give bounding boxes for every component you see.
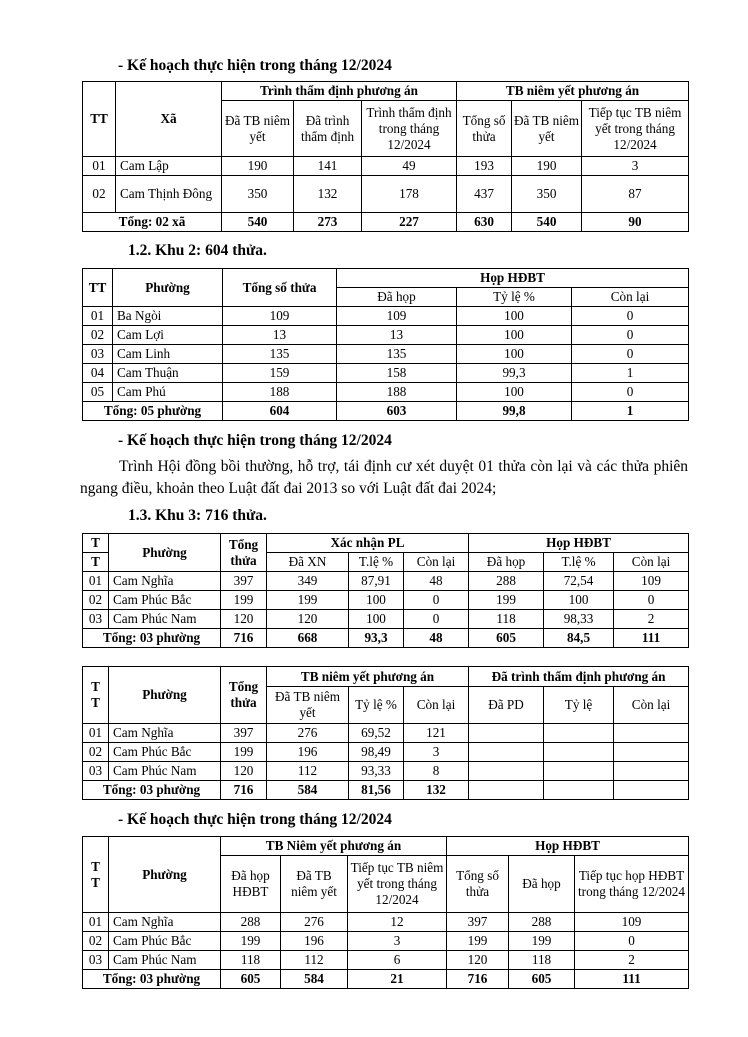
total-row: Tổng: 03 phường 716 584 81,56 132 xyxy=(83,781,689,800)
total-row: Tổng: 02 xã 540 273 227 630 540 90 xyxy=(83,213,689,232)
col-tt: T T xyxy=(83,667,109,724)
table-row: 03 Cam Phúc Nam 120 112 93,33 8 xyxy=(83,762,689,781)
col-header: Đã TB niêm yết xyxy=(512,101,582,157)
col-header: Còn lại xyxy=(404,687,469,724)
col-header: Tỷ lệ % xyxy=(457,288,572,307)
table-row: 01 Cam Lập 190 141 49 193 190 3 xyxy=(83,157,689,176)
col-header: Đã TB niêm yết xyxy=(267,687,349,724)
total-row: Tổng: 05 phường 604 603 99,8 1 xyxy=(83,402,689,421)
group-header: Xác nhận PL xyxy=(267,534,469,553)
col-header: Đã họp xyxy=(337,288,457,307)
group-header: Họp HĐBT xyxy=(447,837,689,856)
col-header: Còn lại xyxy=(572,288,689,307)
col-header: T.lệ % xyxy=(349,553,404,572)
col-header: Đã trình thẩm định xyxy=(294,101,362,157)
col-header: Trình thẩm định trong tháng 12/2024 xyxy=(362,101,457,157)
col-tt: T xyxy=(83,553,109,572)
col-phuong: Phường xyxy=(113,269,223,307)
group-header: TB Niêm yết phương án xyxy=(221,837,447,856)
paragraph: Trình Hội đồng bồi thường, hỗ trợ, tái định cư xét duyệt 01 thửa còn lại và các thửa phiên ngang điều, khoản theo Luật đất đai 2013 so với Luật đất đai 2024; xyxy=(80,458,688,497)
col-header: T.lệ % xyxy=(544,553,614,572)
group-header: TB niêm yết phương án xyxy=(267,667,469,687)
section-heading: - Kế hoạch thực hiện trong tháng 12/2024 xyxy=(118,57,392,74)
col-tong: Tổng số thửa xyxy=(223,269,337,307)
col-header: Đã TB niêm yết xyxy=(222,101,294,157)
section-heading: - Kế hoạch thực hiện trong tháng 12/2024 xyxy=(118,432,392,449)
col-tt: TT xyxy=(83,82,116,157)
group-header: Đã trình thẩm định phương án xyxy=(469,667,689,687)
col-header: Đã họp xyxy=(469,553,544,572)
col-header: Tỷ lệ xyxy=(544,687,614,724)
col-header: Đã XN xyxy=(267,553,349,572)
col-tong: Tổng thửa xyxy=(221,534,267,572)
plan-table-khu1 xyxy=(82,81,689,232)
col-header: Đã họp HĐBT xyxy=(221,856,281,913)
confirm-table-khu3 xyxy=(82,533,689,648)
col-xa: Xã xyxy=(116,82,222,157)
col-header: Tổng số thửa xyxy=(447,856,509,913)
table-row: 02 Cam Phúc Bắc 199 196 98,49 3 xyxy=(83,743,689,762)
col-header: Đã họp xyxy=(509,856,575,913)
col-phuong: Phường xyxy=(109,534,221,572)
table-row: 03 Cam Linh 135 135 100 0 xyxy=(83,345,689,364)
total-row: Tổng: 03 phường 605 584 21 716 605 111 xyxy=(83,970,689,989)
section-heading: 1.2. Khu 2: 604 thửa. xyxy=(128,242,267,259)
table-row: 05 Cam Phú 188 188 100 0 xyxy=(83,383,689,402)
col-tt: T T xyxy=(83,837,109,913)
col-header: Đã TB niêm yết xyxy=(281,856,348,913)
col-tong: Tổng thửa xyxy=(221,667,267,724)
group-header: Họp HĐBT xyxy=(337,269,689,288)
table-row: 03 Cam Phúc Nam 118 112 6 120 118 2 xyxy=(83,951,689,970)
section-heading: 1.3. Khu 3: 716 thửa. xyxy=(128,507,267,524)
section-heading: - Kế hoạch thực hiện trong tháng 12/2024 xyxy=(118,811,392,828)
col-header: Còn lại xyxy=(614,687,689,724)
col-header: Còn lại xyxy=(404,553,469,572)
meeting-table-khu2 xyxy=(82,268,689,421)
table-row: 02 Cam Phúc Bắc 199 196 3 199 199 0 xyxy=(83,932,689,951)
table-row: 02 Cam Lợi 13 13 100 0 xyxy=(83,326,689,345)
total-row: Tổng: 03 phường 716 668 93,3 48 605 84,5 111 xyxy=(83,629,689,648)
posting-table-khu3 xyxy=(82,666,689,800)
table-row: 02 Cam Phúc Bắc 199 199 100 0 199 100 0 xyxy=(83,591,689,610)
table-row: 02 Cam Thịnh Đông 350 132 178 437 350 87 xyxy=(83,176,689,213)
group-header: Họp HĐBT xyxy=(469,534,689,553)
col-phuong: Phường xyxy=(109,667,221,724)
group-header: TB niêm yết phương án xyxy=(457,82,689,101)
col-tt: TT xyxy=(83,269,113,307)
plan-table-khu3 xyxy=(82,836,689,989)
col-header: Tiếp tục TB niêm yết trong tháng 12/2024 xyxy=(348,856,447,913)
table-row: 01 Ba Ngòi 109 109 100 0 xyxy=(83,307,689,326)
col-header: Tỷ lệ % xyxy=(349,687,404,724)
col-header: Tổng số thửa xyxy=(457,101,512,157)
table-row: 04 Cam Thuận 159 158 99,3 1 xyxy=(83,364,689,383)
table-row: 01 Cam Nghĩa 397 276 69,52 121 xyxy=(83,724,689,743)
table-row: 01 Cam Nghĩa 288 276 12 397 288 109 xyxy=(83,913,689,932)
col-phuong: Phường xyxy=(109,837,221,913)
col-header: Đã PD xyxy=(469,687,544,724)
col-header: Tiếp tục TB niêm yết trong tháng 12/2024 xyxy=(582,101,689,157)
table-row: 03 Cam Phúc Nam 120 120 100 0 118 98,33 2 xyxy=(83,610,689,629)
col-header: Tiếp tục họp HĐBT trong tháng 12/2024 xyxy=(575,856,689,913)
group-header: Trình thẩm định phương án xyxy=(222,82,457,101)
col-header: Còn lại xyxy=(614,553,689,572)
col-tt: T xyxy=(83,534,109,553)
table-row: 01 Cam Nghĩa 397 349 87,91 48 288 72,54 109 xyxy=(83,572,689,591)
